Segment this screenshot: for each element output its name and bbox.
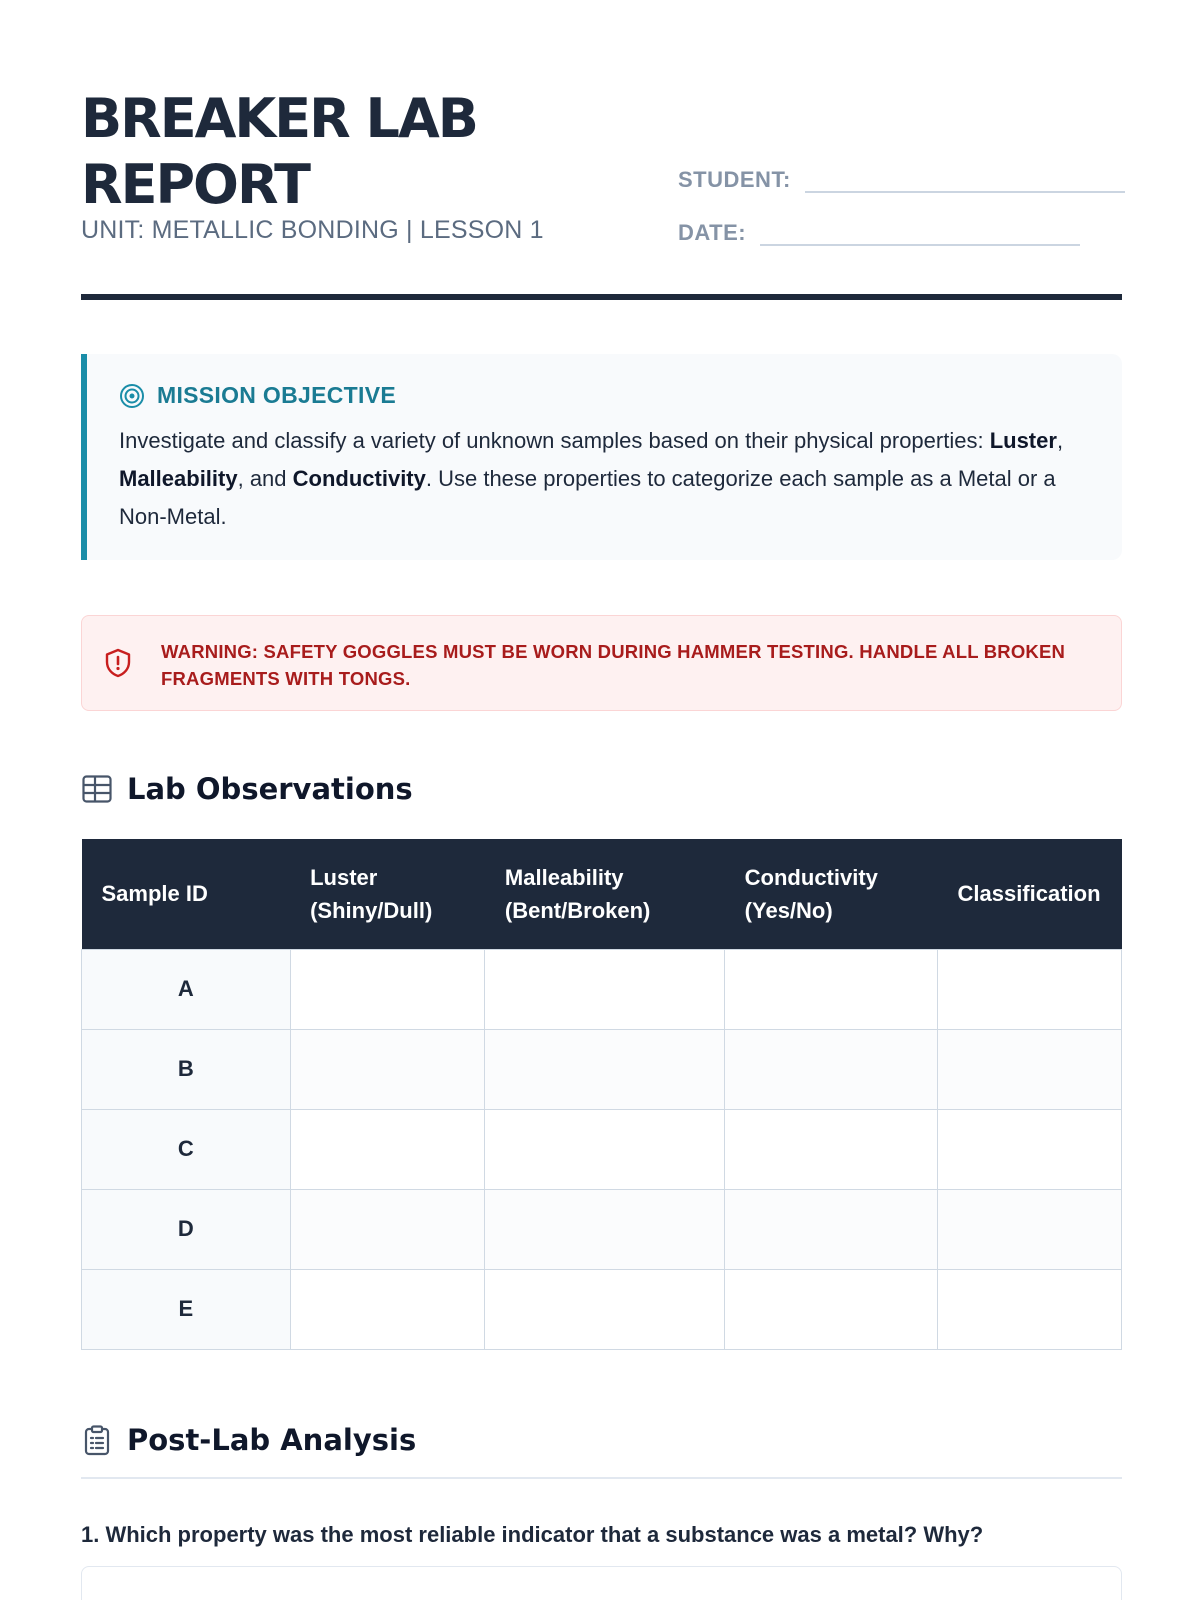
- col-header-subtext: (Shiny/Dull): [310, 897, 433, 923]
- table-icon: [81, 773, 113, 805]
- table-header-row: [82, 839, 1122, 949]
- luster-cell[interactable]: [290, 1109, 485, 1189]
- student-label: STUDENT:: [678, 167, 791, 192]
- conductivity-cell[interactable]: [725, 1109, 938, 1189]
- post-lab-analysis-heading: [81, 1423, 416, 1457]
- clipboard-icon: [81, 1424, 113, 1456]
- mission-text: [119, 422, 1099, 536]
- col-header-text: Conductivity: [744, 864, 878, 890]
- malleability-cell[interactable]: [485, 1189, 725, 1269]
- lab-observations-heading: [81, 772, 413, 806]
- mission-sep-1: ,: [1056, 428, 1064, 453]
- luster-cell[interactable]: [290, 949, 485, 1029]
- conductivity-term: Conductivity: [292, 466, 426, 491]
- col-classification: [937, 839, 1121, 949]
- malleability-cell[interactable]: [485, 1029, 725, 1109]
- conductivity-cell[interactable]: [725, 1189, 938, 1269]
- col-luster: [290, 839, 485, 949]
- col-header-text: Sample ID: [101, 881, 208, 907]
- student-field: [678, 165, 1125, 193]
- table-row: [82, 949, 1122, 1029]
- shield-alert-icon: [104, 648, 132, 678]
- table-row: [82, 1189, 1122, 1269]
- lab-observations-title: Lab Observations: [127, 772, 413, 806]
- mission-heading: [119, 382, 396, 409]
- mission-sep-2: , and: [237, 466, 293, 491]
- sample-id-cell: A: [82, 949, 291, 1029]
- date-input-line[interactable]: [760, 218, 1080, 246]
- conductivity-cell[interactable]: [725, 949, 938, 1029]
- answer-box-1[interactable]: [81, 1566, 1122, 1600]
- sample-id-cell: D: [82, 1189, 291, 1269]
- conductivity-cell[interactable]: [725, 1269, 938, 1349]
- conductivity-cell[interactable]: [725, 1029, 938, 1109]
- classification-cell[interactable]: [937, 1189, 1121, 1269]
- malleability-cell[interactable]: [485, 1109, 725, 1189]
- col-header-text: Malleability: [504, 864, 624, 890]
- sample-id-cell: E: [82, 1269, 291, 1349]
- col-conductivity: [725, 839, 938, 949]
- table-row: [82, 1109, 1122, 1189]
- malleability-cell[interactable]: [485, 949, 725, 1029]
- report-title: [81, 86, 641, 218]
- post-lab-analysis-title: Post-Lab Analysis: [127, 1423, 417, 1457]
- safety-warning-box: [81, 615, 1122, 711]
- table-row: [82, 1269, 1122, 1349]
- analysis-divider: [81, 1477, 1122, 1479]
- mission-text-intro: Investigate and classify a variety of unknown samples based on their physical properties:: [119, 428, 990, 453]
- student-input-line[interactable]: [805, 165, 1125, 193]
- observations-table: [81, 839, 1122, 1350]
- unit-subtitle: UNIT: METALLIC BONDING | LESSON 1: [81, 216, 544, 244]
- malleability-term: Malleability: [119, 466, 238, 491]
- col-header-subtext: (Bent/Broken): [504, 897, 651, 923]
- mission-objective-box: [81, 354, 1122, 560]
- col-header-text: Classification: [957, 881, 1101, 907]
- col-header-subtext: (Yes/No): [744, 897, 833, 923]
- table-row: [82, 1029, 1122, 1109]
- analysis-question-1: 1. Which property was the most reliable indicator that a substance was a metal? Why?: [81, 1522, 984, 1547]
- lab-report-page: [81, 0, 1122, 1600]
- luster-cell[interactable]: [290, 1269, 485, 1349]
- col-sample-id: [82, 839, 291, 949]
- sample-id-cell: B: [82, 1029, 291, 1109]
- warning-text: WARNING: SAFETY GOGGLES MUST BE WORN DURING HAMMER TESTING. HANDLE ALL BROKEN FRAGMENTS WITH TONGS.: [161, 641, 1066, 689]
- header-divider: [81, 294, 1122, 300]
- luster-cell[interactable]: [290, 1029, 485, 1109]
- mission-title: MISSION OBJECTIVE: [157, 382, 396, 408]
- target-icon: [119, 383, 145, 409]
- classification-cell[interactable]: [937, 1029, 1121, 1109]
- date-field: [678, 218, 1080, 246]
- mission-text-outro: . Use these properties to categorize each sample as a Metal or a Non-Metal.: [119, 466, 1056, 529]
- luster-cell[interactable]: [290, 1189, 485, 1269]
- sample-id-cell: C: [82, 1109, 291, 1189]
- col-malleability: [485, 839, 725, 949]
- malleability-cell[interactable]: [485, 1269, 725, 1349]
- col-header-text: Luster: [310, 864, 378, 890]
- luster-term: Luster: [989, 428, 1057, 453]
- report-title-line-2: REPORT: [81, 153, 309, 216]
- date-label: DATE:: [678, 220, 747, 245]
- classification-cell[interactable]: [937, 1269, 1121, 1349]
- classification-cell[interactable]: [937, 949, 1121, 1029]
- classification-cell[interactable]: [937, 1109, 1121, 1189]
- report-title-line-1: BREAKER LAB: [81, 87, 477, 150]
